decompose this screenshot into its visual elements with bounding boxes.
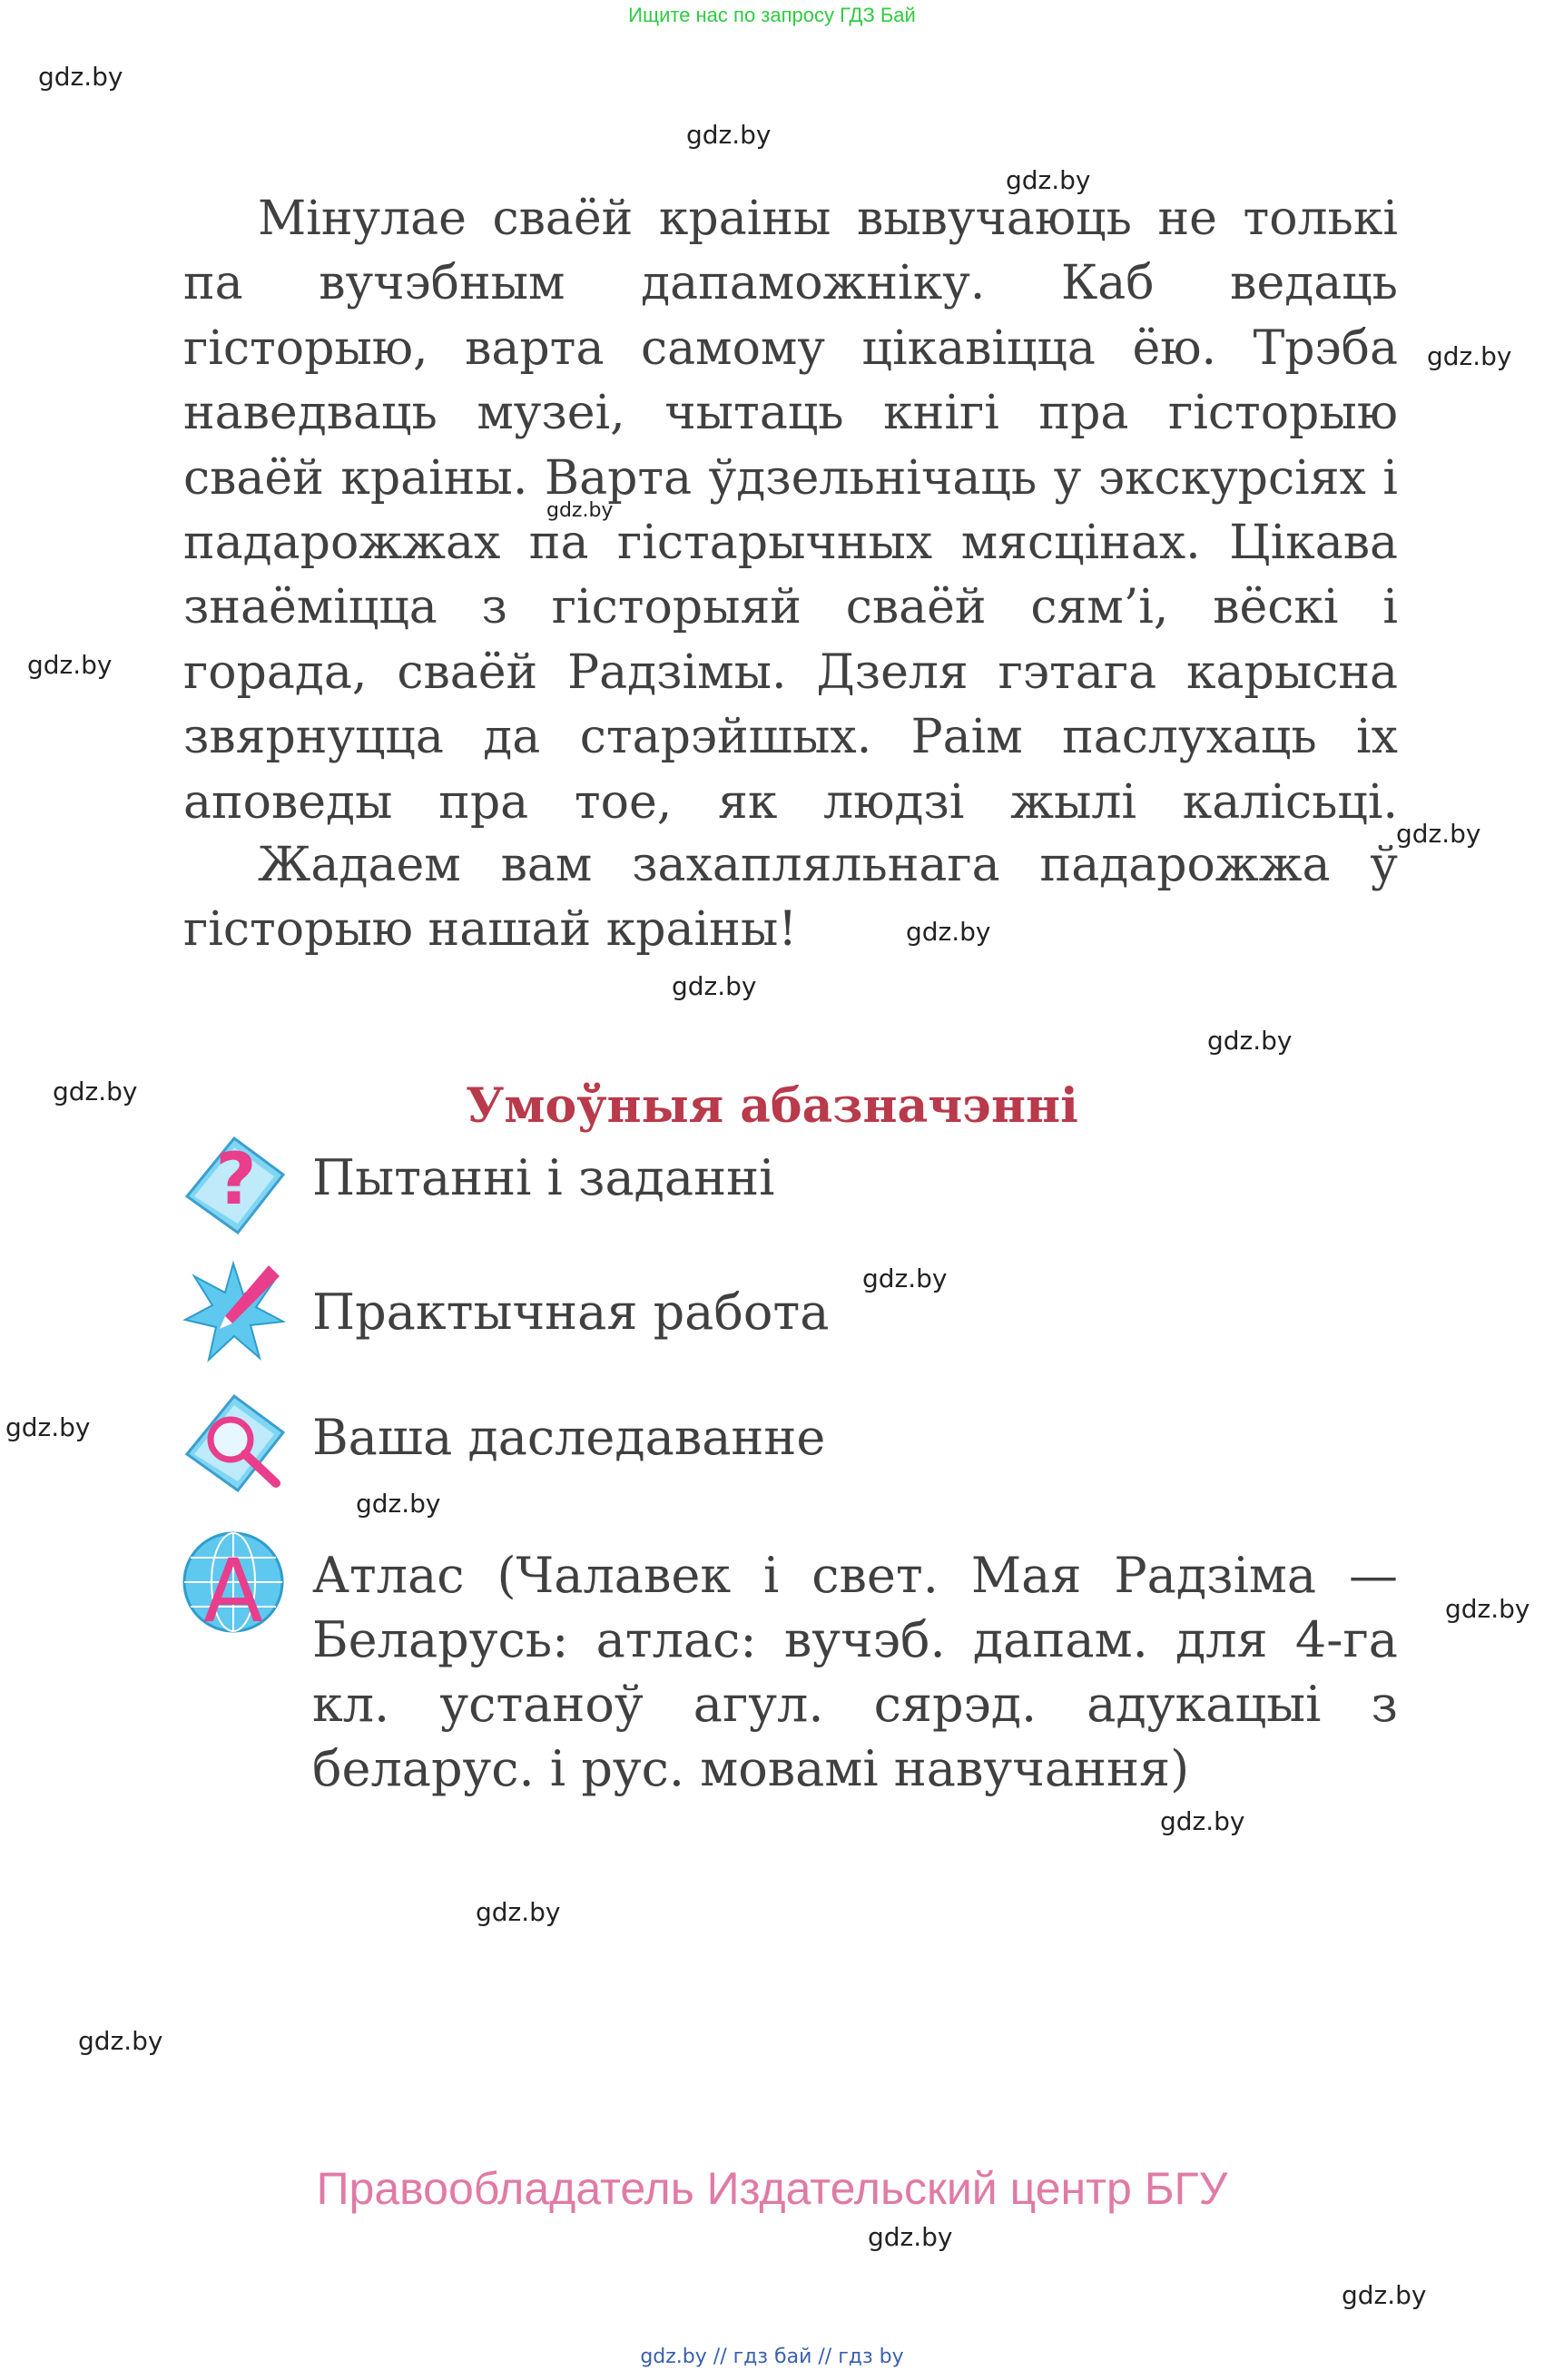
svg-text:A: A — [203, 1540, 263, 1635]
watermark: gdz.by — [476, 1897, 561, 1927]
copyright-notice: Правообладатель Издательский центр БГУ — [316, 2163, 1228, 2214]
watermark: gdz.by — [546, 499, 614, 522]
watermark: gdz.by — [1207, 1026, 1293, 1056]
practical-work-icon — [182, 1260, 286, 1364]
watermark: gdz.by — [38, 62, 123, 92]
watermark: gdz.by — [686, 120, 772, 150]
legend-label-atlas: Атлас (Чалавек і свет. Мая Радзіма — Беларусь: атлас: вучэб. дапам. для 4-га кл. устаноў агул. сярэд. адукацыі з беларус. і рус. мовамі навучання) — [312, 1547, 1398, 1797]
watermark: gdz.by — [906, 917, 991, 947]
watermark: gdz.by — [53, 1077, 138, 1106]
watermark: gdz.by — [1342, 2280, 1427, 2310]
watermark: gdz.by — [868, 2222, 953, 2252]
watermark: gdz.by — [5, 1412, 91, 1442]
svg-text:?: ? — [215, 1139, 257, 1221]
question-icon — [182, 1131, 286, 1235]
watermark: gdz.by — [356, 1489, 441, 1519]
legend-label: Практычная работа — [312, 1283, 830, 1341]
wish-paragraph: Жадаем вам захапляльнага падарожжа ў гісторыю нашай краіны! — [183, 838, 1398, 958]
watermark: gdz.by — [1006, 165, 1091, 195]
watermark: gdz.by — [78, 2026, 163, 2056]
watermark: gdz.by — [27, 650, 113, 680]
watermark: gdz.by — [1396, 819, 1481, 849]
legend-title: Умоўныя абазначэнні — [466, 1078, 1078, 1134]
top-banner: Ищите нас по запросу ГДЗ Бай — [628, 4, 916, 26]
watermark: gdz.by — [672, 971, 757, 1001]
legend-label: Пытанні і заданні — [312, 1149, 775, 1206]
intro-paragraph: Мінулае сваёй краіны вывучаюць не толькі па вучэбным дапаможніку. Каб ведаць гісторыю, варта самому цікавіцца ёю. Трэба наведваць музеі, чытаць кнігі пра гісторыю сваёй краіны. Варта ўдзельнічаць у экскурсіях і падарожжах па гістарычных мясцінах. Цікава знаёміцца з гісторыяй сваёй сям’і, вёскі і горада, сваёй Радзімы. Дзеля гэтага карысна звярнуцца да старэйшых. Раім паслухаць іх аповеды пра тое, як людзі жылі калісьці. — [183, 192, 1398, 830]
watermark: gdz.by — [1445, 1594, 1530, 1624]
research-magnifier-icon — [182, 1389, 286, 1493]
footer-links[interactable]: gdz.by // гдз бай // гдз by — [640, 2346, 904, 2368]
atlas-icon — [182, 1530, 286, 1635]
watermark: gdz.by — [1427, 341, 1512, 371]
watermark: gdz.by — [862, 1264, 948, 1293]
legend-label: Ваша даследаванне — [312, 1409, 826, 1466]
watermark: gdz.by — [1160, 1806, 1245, 1836]
